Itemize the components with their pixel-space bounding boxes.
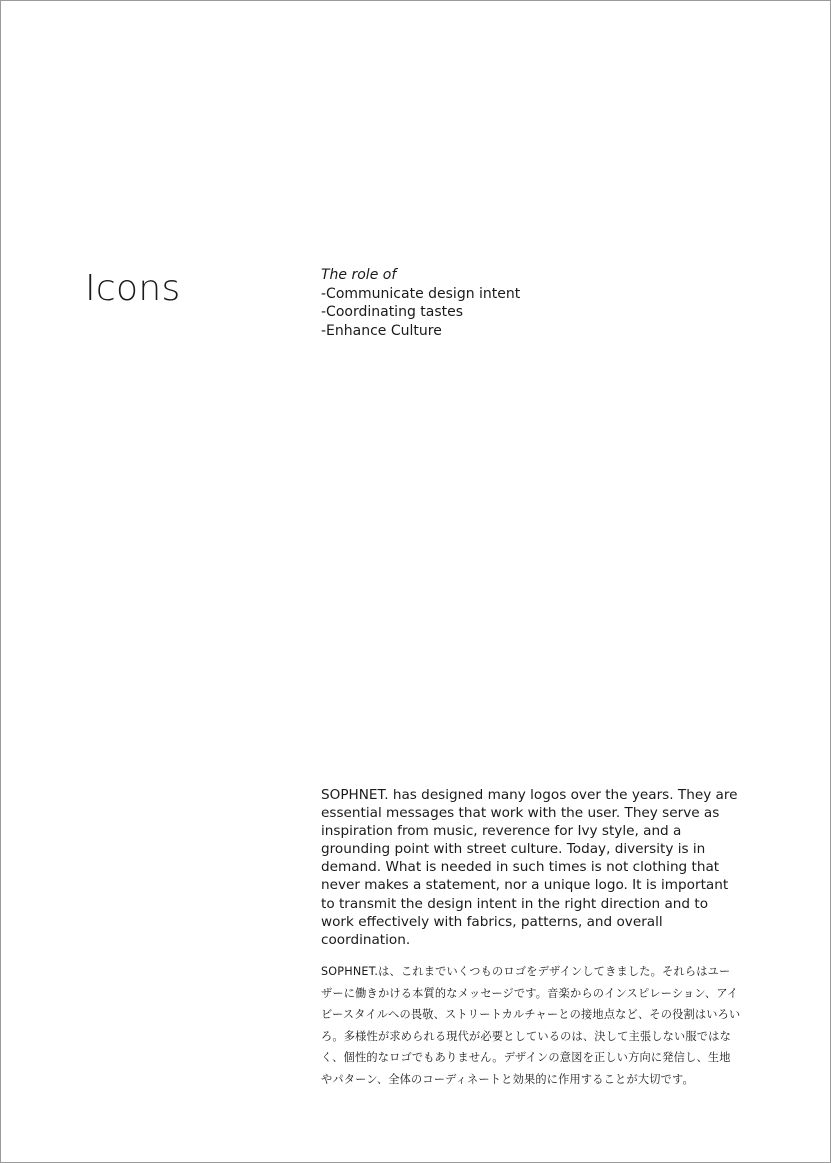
role-block [321,266,721,340]
section-title: Icons [85,268,181,309]
role-heading: The role of [321,267,397,283]
role-item-culture: -Enhance Culture [321,322,442,339]
role-list [321,285,721,341]
role-item-coordinating: -Coordinating tastes [321,304,464,320]
body-text-japanese: SOPHNET.は、これまでいくつものロゴをデザインしてきました。それらはユーザーに働きかける本質的なメッセージです。音楽からのインスピレーション、アイビースタイルへの畏敬、ストリートカルチャーとの接地点など、その役割はいろいろ。多様性が求められる現代が必要としているのは、決して主張しない服ではなく、個性的なロゴでもありません。デザインの意図を正しい方向に発信し、生地やパターン、全体のコーディネートと効果的に作用することが大切です。 [321,965,741,1086]
role-item-communicate: -Communicate design intent [321,285,521,302]
body-text-english: SOPHNET. has designed many logos over the years. They are essential messages that work with the user. They serve as inspiration from music, reverence for Ivy style, and a grounding point with street culture. Today, diversity is in demand. What is needed in such times is not clothing that never makes a statement, nor a unique logo. It is important to transmit the design intent in the right direction and to work effectively with fabrics, patterns, and overall coordination. [321,787,738,948]
